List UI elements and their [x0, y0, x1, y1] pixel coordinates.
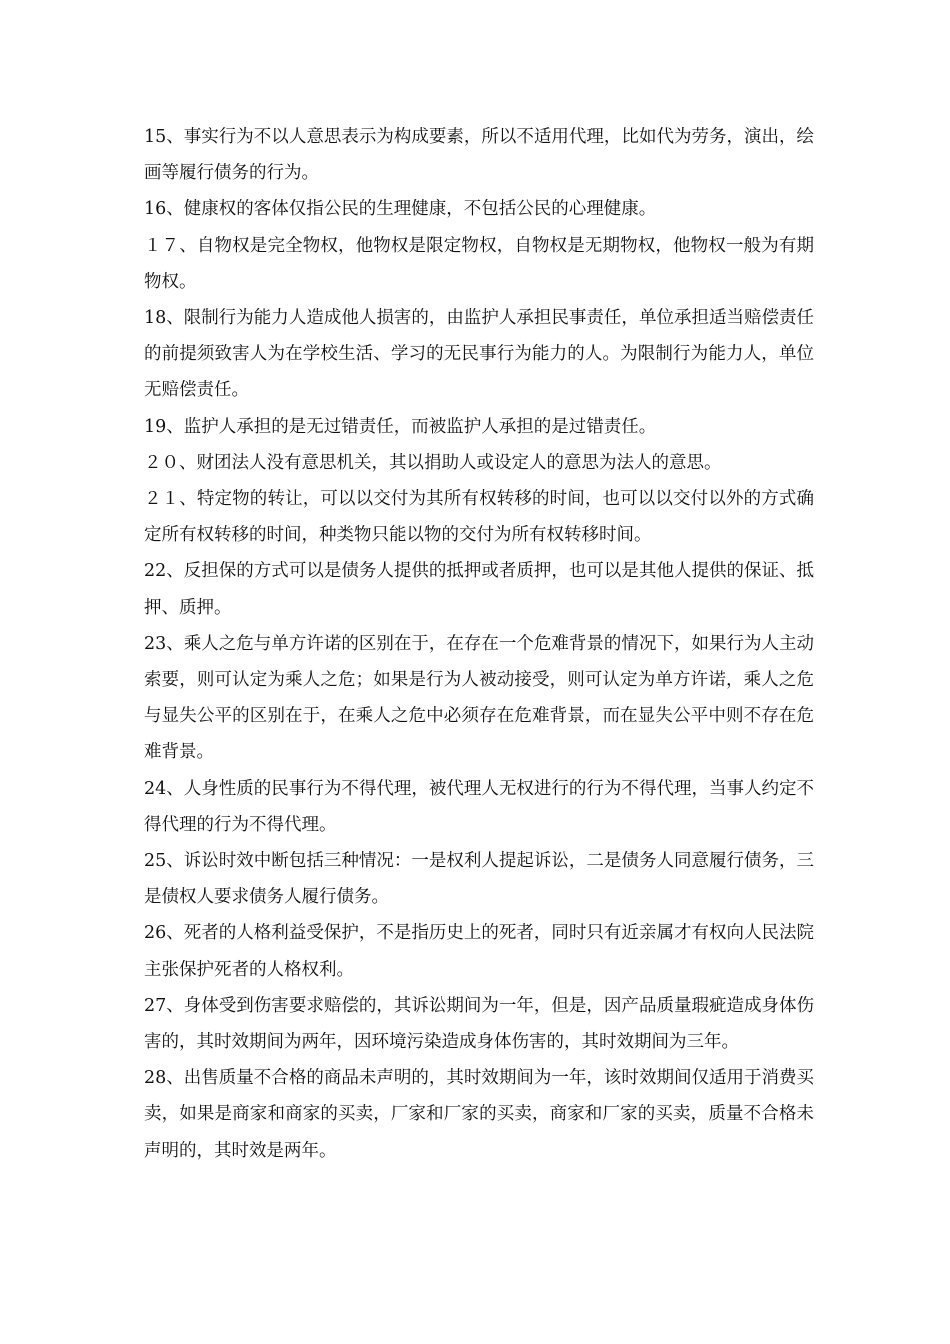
paragraph-26: 26、死者的人格利益受保护，不是指历史上的死者，同时只有近亲属才有权向人民法院主张保护死者的人格权利。: [144, 923, 814, 980]
paragraph-16: 16、健康权的客体仅指公民的生理健康，不包括公民的心理健康。: [144, 199, 657, 220]
paragraph-28: 28、出售质量不合格的商品未声明的，其时效期间为一年，该时效期间仅适用于消费买卖，如果是商家和商家的买卖，厂家和厂家的买卖，商家和厂家的买卖，质量不合格未声明的，其时效是两年。: [144, 1068, 814, 1161]
document-body: [144, 119, 814, 1169]
paragraph-15: 15、事实行为不以人意思表示为构成要素，所以不适用代理，比如代为劳务，演出，绘画等履行债务的行为。: [144, 127, 814, 184]
paragraph-24: 24、人身性质的民事行为不得代理，被代理人无权进行的行为不得代理，当事人约定不得代理的行为不得代理。: [144, 778, 814, 835]
paragraph-22: 22、反担保的方式可以是债务人提供的抵押或者质押，也可以是其他人提供的保证、抵押、质押。: [144, 561, 814, 618]
paragraph-21: ２１、特定物的转让，可以以交付为其所有权转移的时间，也可以以交付以外的方式确定所有权转移的时间，种类物只能以物的交付为所有权转移时间。: [144, 489, 814, 546]
paragraph-25: 25、诉讼时效中断包括三种情况：一是权利人提起诉讼，二是债务人同意履行债务，三是债权人要求债务人履行债务。: [144, 851, 814, 908]
paragraph-27: 27、身体受到伤害要求赔偿的，其诉讼期间为一年，但是，因产品质量瑕疵造成身体伤害的，其时效期间为两年，因环境污染造成身体伤害的，其时效期间为三年。: [144, 995, 814, 1053]
paragraph-23: 23、乘人之危与单方许诺的区别在于，在存在一个危难背景的情况下，如果行为人主动索要，则可认定为乘人之危；如果是行为人被动接受，则可认定为单方许诺，乘人之危与显失公平的区别在于，在乘人之危中必须存在危难背景，而在显失公平中则不存在危难背景。: [144, 633, 814, 763]
paragraph-18: 18、限制行为能力人造成他人损害的，由监护人承担民事责任，单位承担适当赔偿责任的前提须致害人为在学校生活、学习的无民事行为能力的人。为限制行为能力人，单位无赔偿责任。: [144, 308, 814, 401]
paragraph-17: １７、自物权是完全物权，他物权是限定物权，自物权是无期物权，他物权一般为有期物权。: [144, 235, 814, 292]
paragraph-19: 19、监护人承担的是无过错责任，而被监护人承担的是过错责任。: [144, 416, 657, 437]
paragraph-20: ２０、财团法人没有意思机关，其以捐助人或设定人的意思为法人的意思。: [144, 452, 722, 473]
